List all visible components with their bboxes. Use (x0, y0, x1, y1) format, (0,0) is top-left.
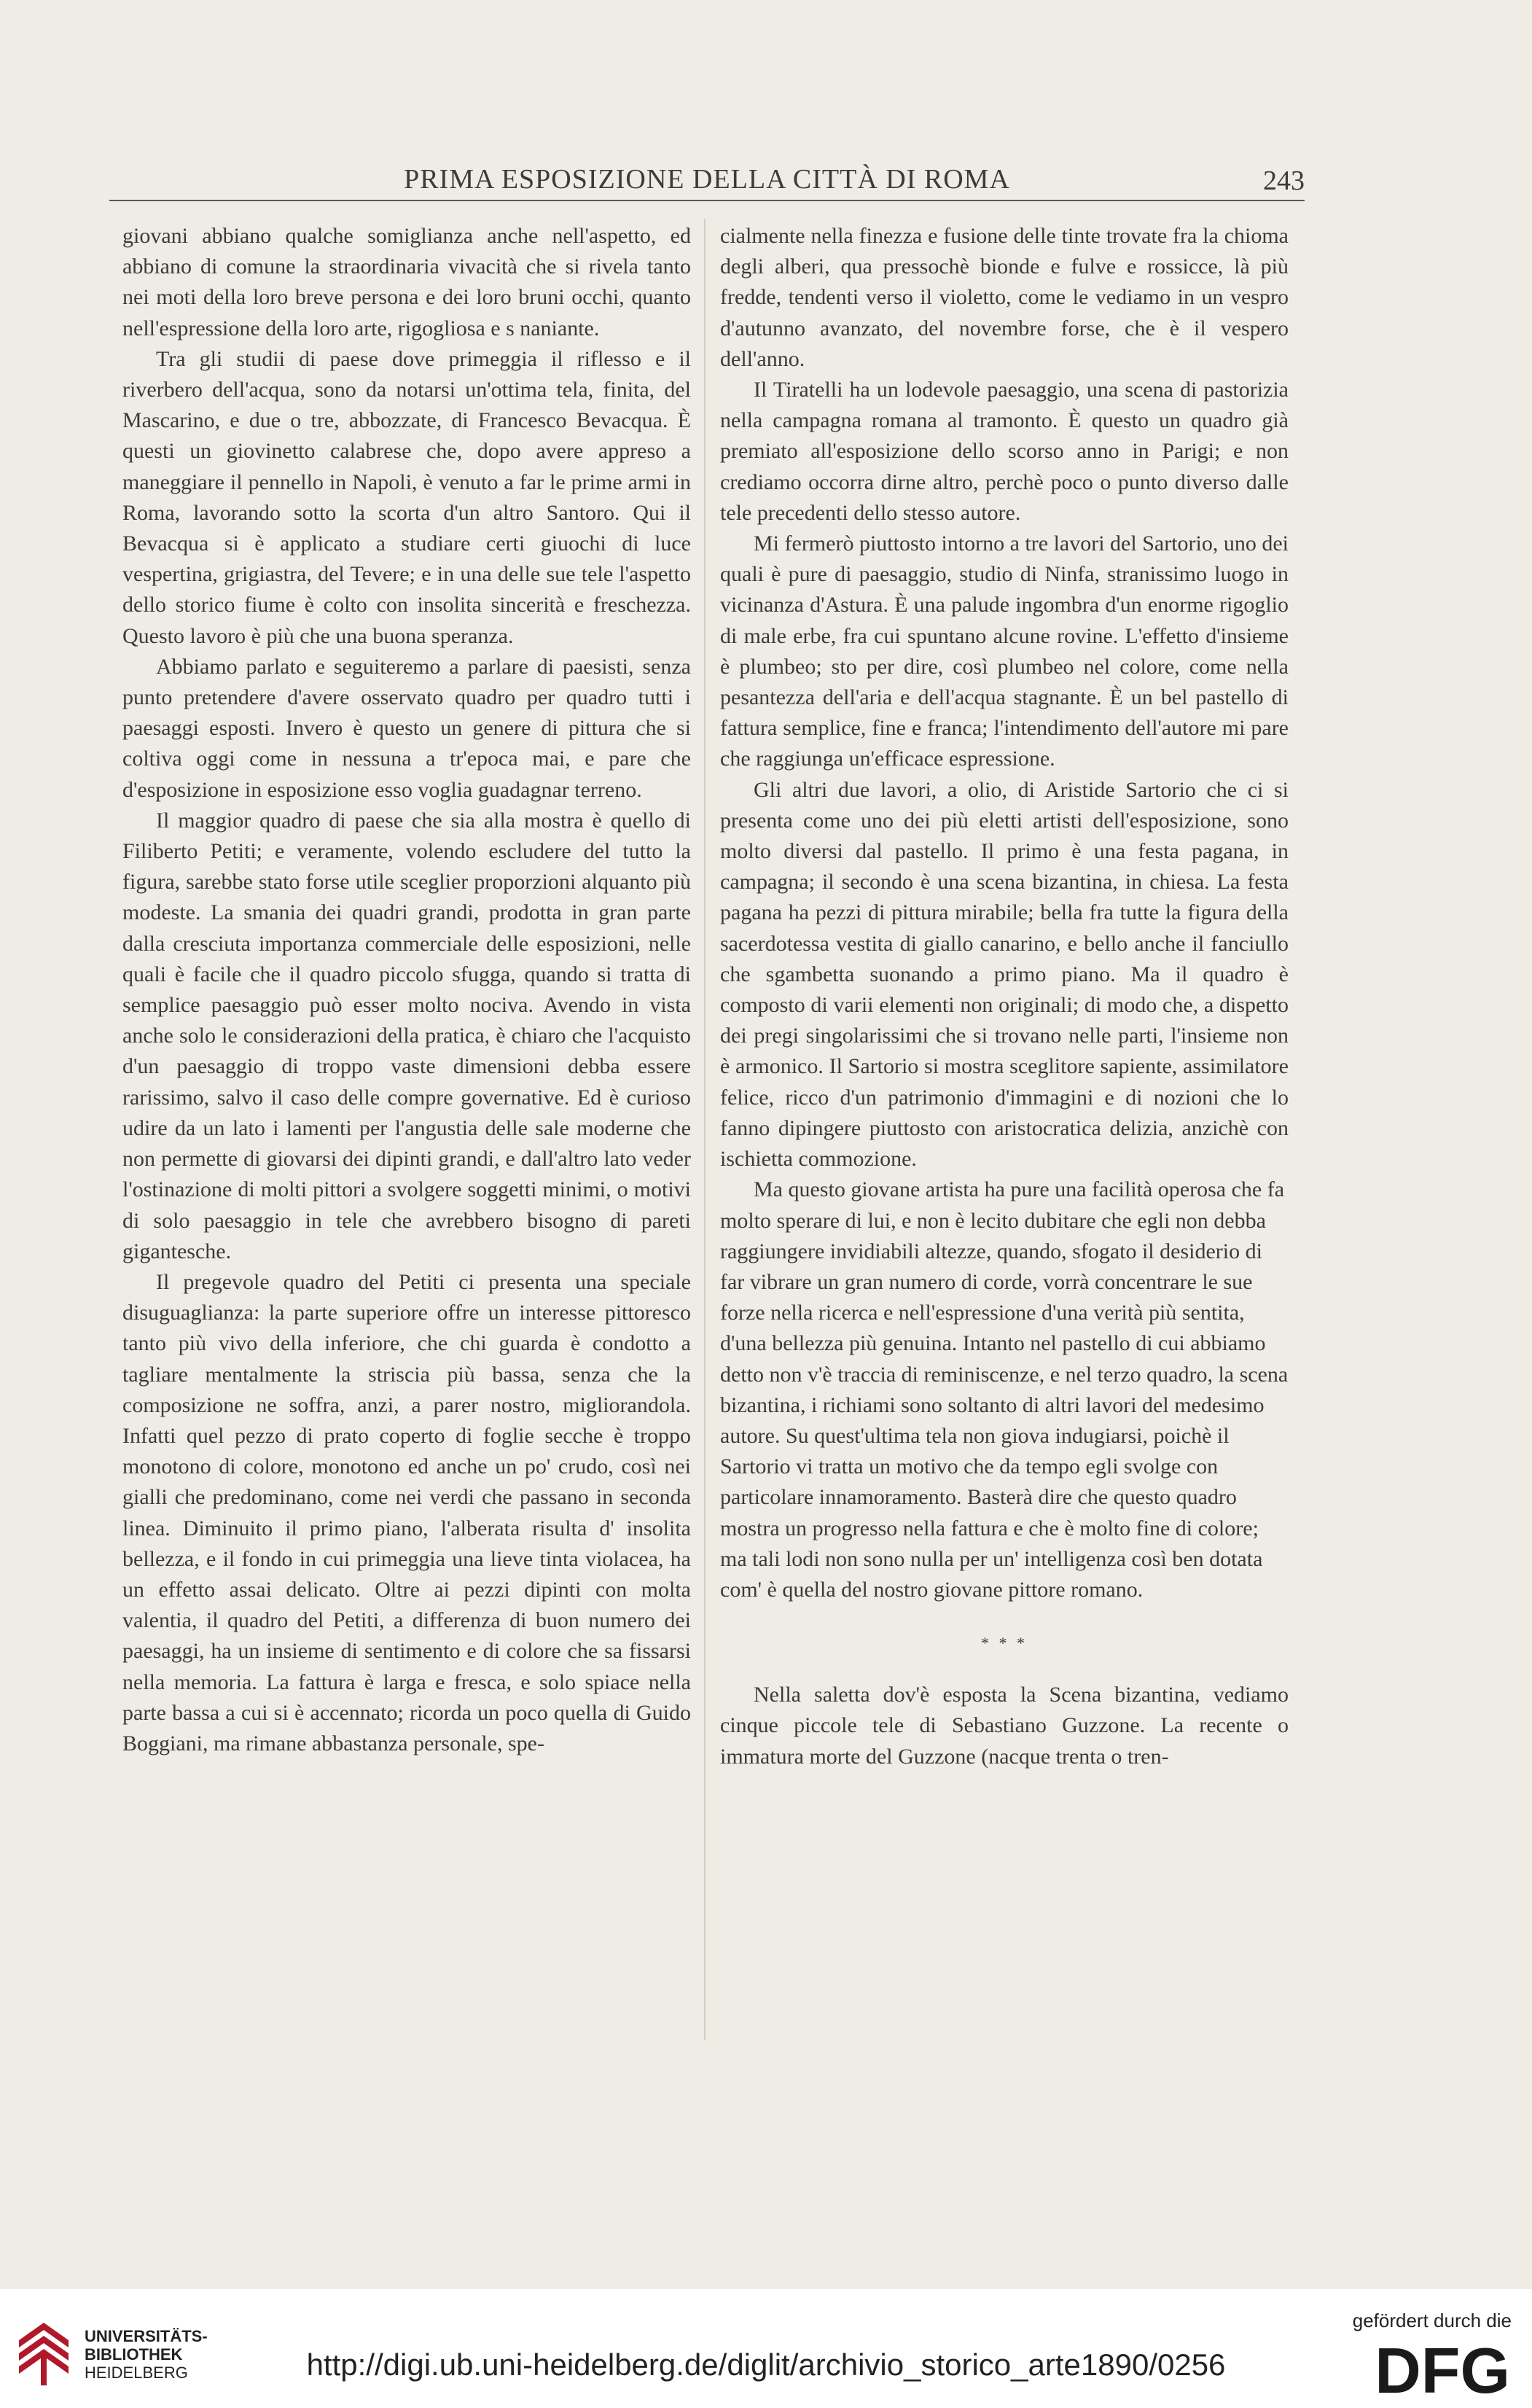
library-name-line: UNIVERSITÄTS- (85, 2327, 208, 2345)
permalink-url[interactable]: http://digi.ub.uni-heidelberg.de/diglit/archivio_storico_arte1890/0256 (306, 2347, 1226, 2382)
viewer-footer (0, 2289, 1532, 2408)
paragraph: Il Tiratelli ha un lodevole paesaggio, una scena di pastorizia nella campagna romana al tramonto. È questo un quadro già premiato all'esposizione dello scorso anno in Parigi; e non crediamo occorra dirne altro, perchè poco o punto diverso dalle tele precedenti dello stesso autore. (720, 378, 1289, 525)
left-column (122, 221, 691, 1759)
library-name-line: HEIDELBERG (85, 2364, 188, 2382)
page-number: 243 (1263, 165, 1305, 196)
paragraph: Abbiamo parlato e seguiteremo a parlare di paesisti, senza punto pretendere d'avere osservato quadro per quadro tutti i paesaggi esposti. Invero è questo un genere di pittura che si coltiva oggi come in nessuna a tr'epoca mai, e pare che d'esposizione in esposizione esso voglia guadagnar terreno. (122, 654, 691, 802)
library-name-line: BIBLIOTHEK (85, 2345, 183, 2364)
paragraph: cialmente nella finezza e fusione delle tinte trovate fra la chioma degli alberi, qua pressochè bionde e fulve e rossicce, là più fredde, tendenti verso il violetto, come le vediamo in un vespro d'autunno avanzato, del novembre forse, che è il vespero dell'anno. (720, 224, 1289, 371)
dfg-logo-icon[interactable] (1373, 2340, 1512, 2399)
paragraph: Nella saletta dov'è esposta la Scena bizantina, vediamo cinque piccole tele di Sebastiano Guzzone. La recente o immatura morte del Guzzone (nacque trenta o tren- (720, 1683, 1289, 1769)
header-rule (109, 200, 1305, 201)
paragraph: Il pregevole quadro del Petiti ci presenta una speciale disuguaglianza: la parte superiore offre un interesse pittoresco tanto più vivo della inferiore, che chi guarda è condotto a tagliare mentalmente la striscia più bassa, senza che la composizione ne soffra, anzi, a parer nostro, migliorandola. Infatti quel pezzo di prato coperto di foglie secche è troppo monotono di colore, monotono ed anche un po' crudo, così nei gialli che predominano, come nei verdi che passano in seconda linea. Diminuito il primo piano, l'alberata risulta d' insolita bellezza, e il fondo in cui primeggia una lieve tinta violacea, ha un effetto assai delicato. Oltre ai pezzi dipinti con molta valentia, il quadro del Petiti, a differenza di buon numero dei paesaggi, ha un insieme di sentimento e di colore che sa fissarsi nella memoria. La fattura è larga e fresca, e solo spiace nella parte bassa a cui si è accennato; ricorda un poco quella di Guido Boggiani, ma rimane abbastanza personale, spe- (122, 1269, 691, 1756)
column-divider (704, 219, 706, 2040)
running-title: PRIMA ESPOSIZIONE DELLA CITTÀ DI ROMA (404, 164, 1010, 195)
asterism-separator: * * * (981, 1634, 1028, 1653)
sponsor-text: gefördert durch die (1352, 2310, 1512, 2331)
paragraph: Mi fermerò piuttosto intorno a tre lavori del Sartorio, uno dei quali è pure di paesaggio, studio di Ninfa, stranissimo luogo in vicinanza d'Astura. È una palude ingombra d'un enorme rigoglio di male erbe, fra cui spuntano alcune rovine. L'effetto d'insieme è plumbeo; sto per dire, così plumbeo nel colore, come nella pesantezza dell'aria e dell'acqua stagnante. È un bel pastello di fattura semplice, fine e franca; l'intendimento dell'autore mi pare che raggiunga un'efficace espressione. (720, 531, 1289, 771)
page-header (109, 163, 1305, 200)
paragraph: Tra gli studii di paese dove primeggia il riflesso e il riverbero dell'acqua, sono da notarsi un'ottima tela, finita, del Mascarino, e due o tre, abbozzate, di Francesco Bevacqua. È questi un giovinetto calabrese che, dopo avere appreso a maneggiare il pennello in Napoli, è venuto a far le prime armi in Roma, lavorando sotto la scorta d'un altro Santoro. Qui il Bevacqua si è applicato a studiare certi giuochi di luce vespertina, grigiastra, del Tevere; e in una delle sue tele l'aspetto dello storico fiume è colto con insolita sincerità e freschezza. Questo lavoro è più che una buona speranza. (122, 346, 691, 648)
paragraph: Gli altri due lavori, a olio, di Aristide Sartorio che ci si presenta come uno dei più eletti artisti dell'esposizione, sono molto diversi dal pastello. Il primo è una festa pagana, in campagna; il secondo è una scena bizantina, in chiesa. La festa pagana ha pezzi di pittura mirabile; bella fra tutte la figura della sacerdotessa vestita di giallo canarino, e bello anche il fanciullo che sgambetta suonando a primo piano. Ma il quadro è composto di varii elementi non originali; di modo che, a dispetto dei pregi singolarissimi che si trovano nelle parti, l'insieme non è armonico. Il Sartorio si mostra sceglitore sapiente, assimilatore felice, ricco d'un patrimonio d'immagini e di nozioni che lo fanno dipingere piuttosto con aristocratica delizia, anzichè con ischietta commozione. (720, 777, 1289, 1172)
dfg-logo-text: DFG (1375, 2340, 1510, 2399)
right-column (720, 221, 1289, 1772)
paragraph: Ma questo giovane artista ha pure una facilità operosa che fa molto sperare di lui, e non è lecito dubitare che egli non debba raggiungere invidiabili altezze, quando, sfogato il desiderio di far vibrare un gran numero di corde, vorrà concentrare le sue forze nella ricerca e nell'espressione d'una verità più sentita, d'una bellezza più genuina. Intanto nel pastello di cui abbiamo detto non v'è traccia di reminiscenze, e nel terzo quadro, la scena bizantina, i richiami sono soltanto di altri lavori del medesimo autore. Su quest'ultima tela non giova indugiarsi, poichè il Sartorio vi tratta un motivo che da tempo egli svolge con particolare innamoramento. Basterà dire che questo quadro mostra un progresso nella fattura e che è molto fine di colore; ma tali lodi non sono nulla per un' intelligenza così ben dotata com' è quella del nostro giovane pittore romano. (720, 1177, 1289, 1602)
paragraph: giovani abbiano qualche somiglianza anche nell'aspetto, ed abbiano di comune la straordinaria vivacità che si rivela tanto nei moti della loro breve persona e dei loro bruni occhi, quanto nell'espressione della loro arte, rigogliosa e s naniante. (122, 224, 691, 340)
paragraph: Il maggior quadro di paese che sia alla mostra è quello di Filiberto Petiti; e veramente, volendo escludere del tutto la figura, sarebbe stato forse utile sceglier proporzioni alquanto più modeste. La smania dei quadri grandi, prodotta in gran parte dalla cresciuta importanza commerciale delle esposizioni, nelle quali è facile che il quadro piccolo sfugga, quando si tratta di semplice paesaggio può esser molto nociva. Avendo in vista anche solo le considerazioni della pratica, è chiaro che l'acquisto d'un paesaggio di troppo vaste dimensioni debba essere rarissimo, salvo il caso delle compre governative. Ed è curioso udire da un lato i lamenti per l'angustia delle sale moderne che non permette di giovarsi dei dipinti grandi, e dall'altro lato veder l'ostinazione di molti pittori a svolgere soggetti minimi, o motivi di solo paesaggio in tele che avrebbero bisogno di pareti gigantesche. (122, 808, 691, 1263)
